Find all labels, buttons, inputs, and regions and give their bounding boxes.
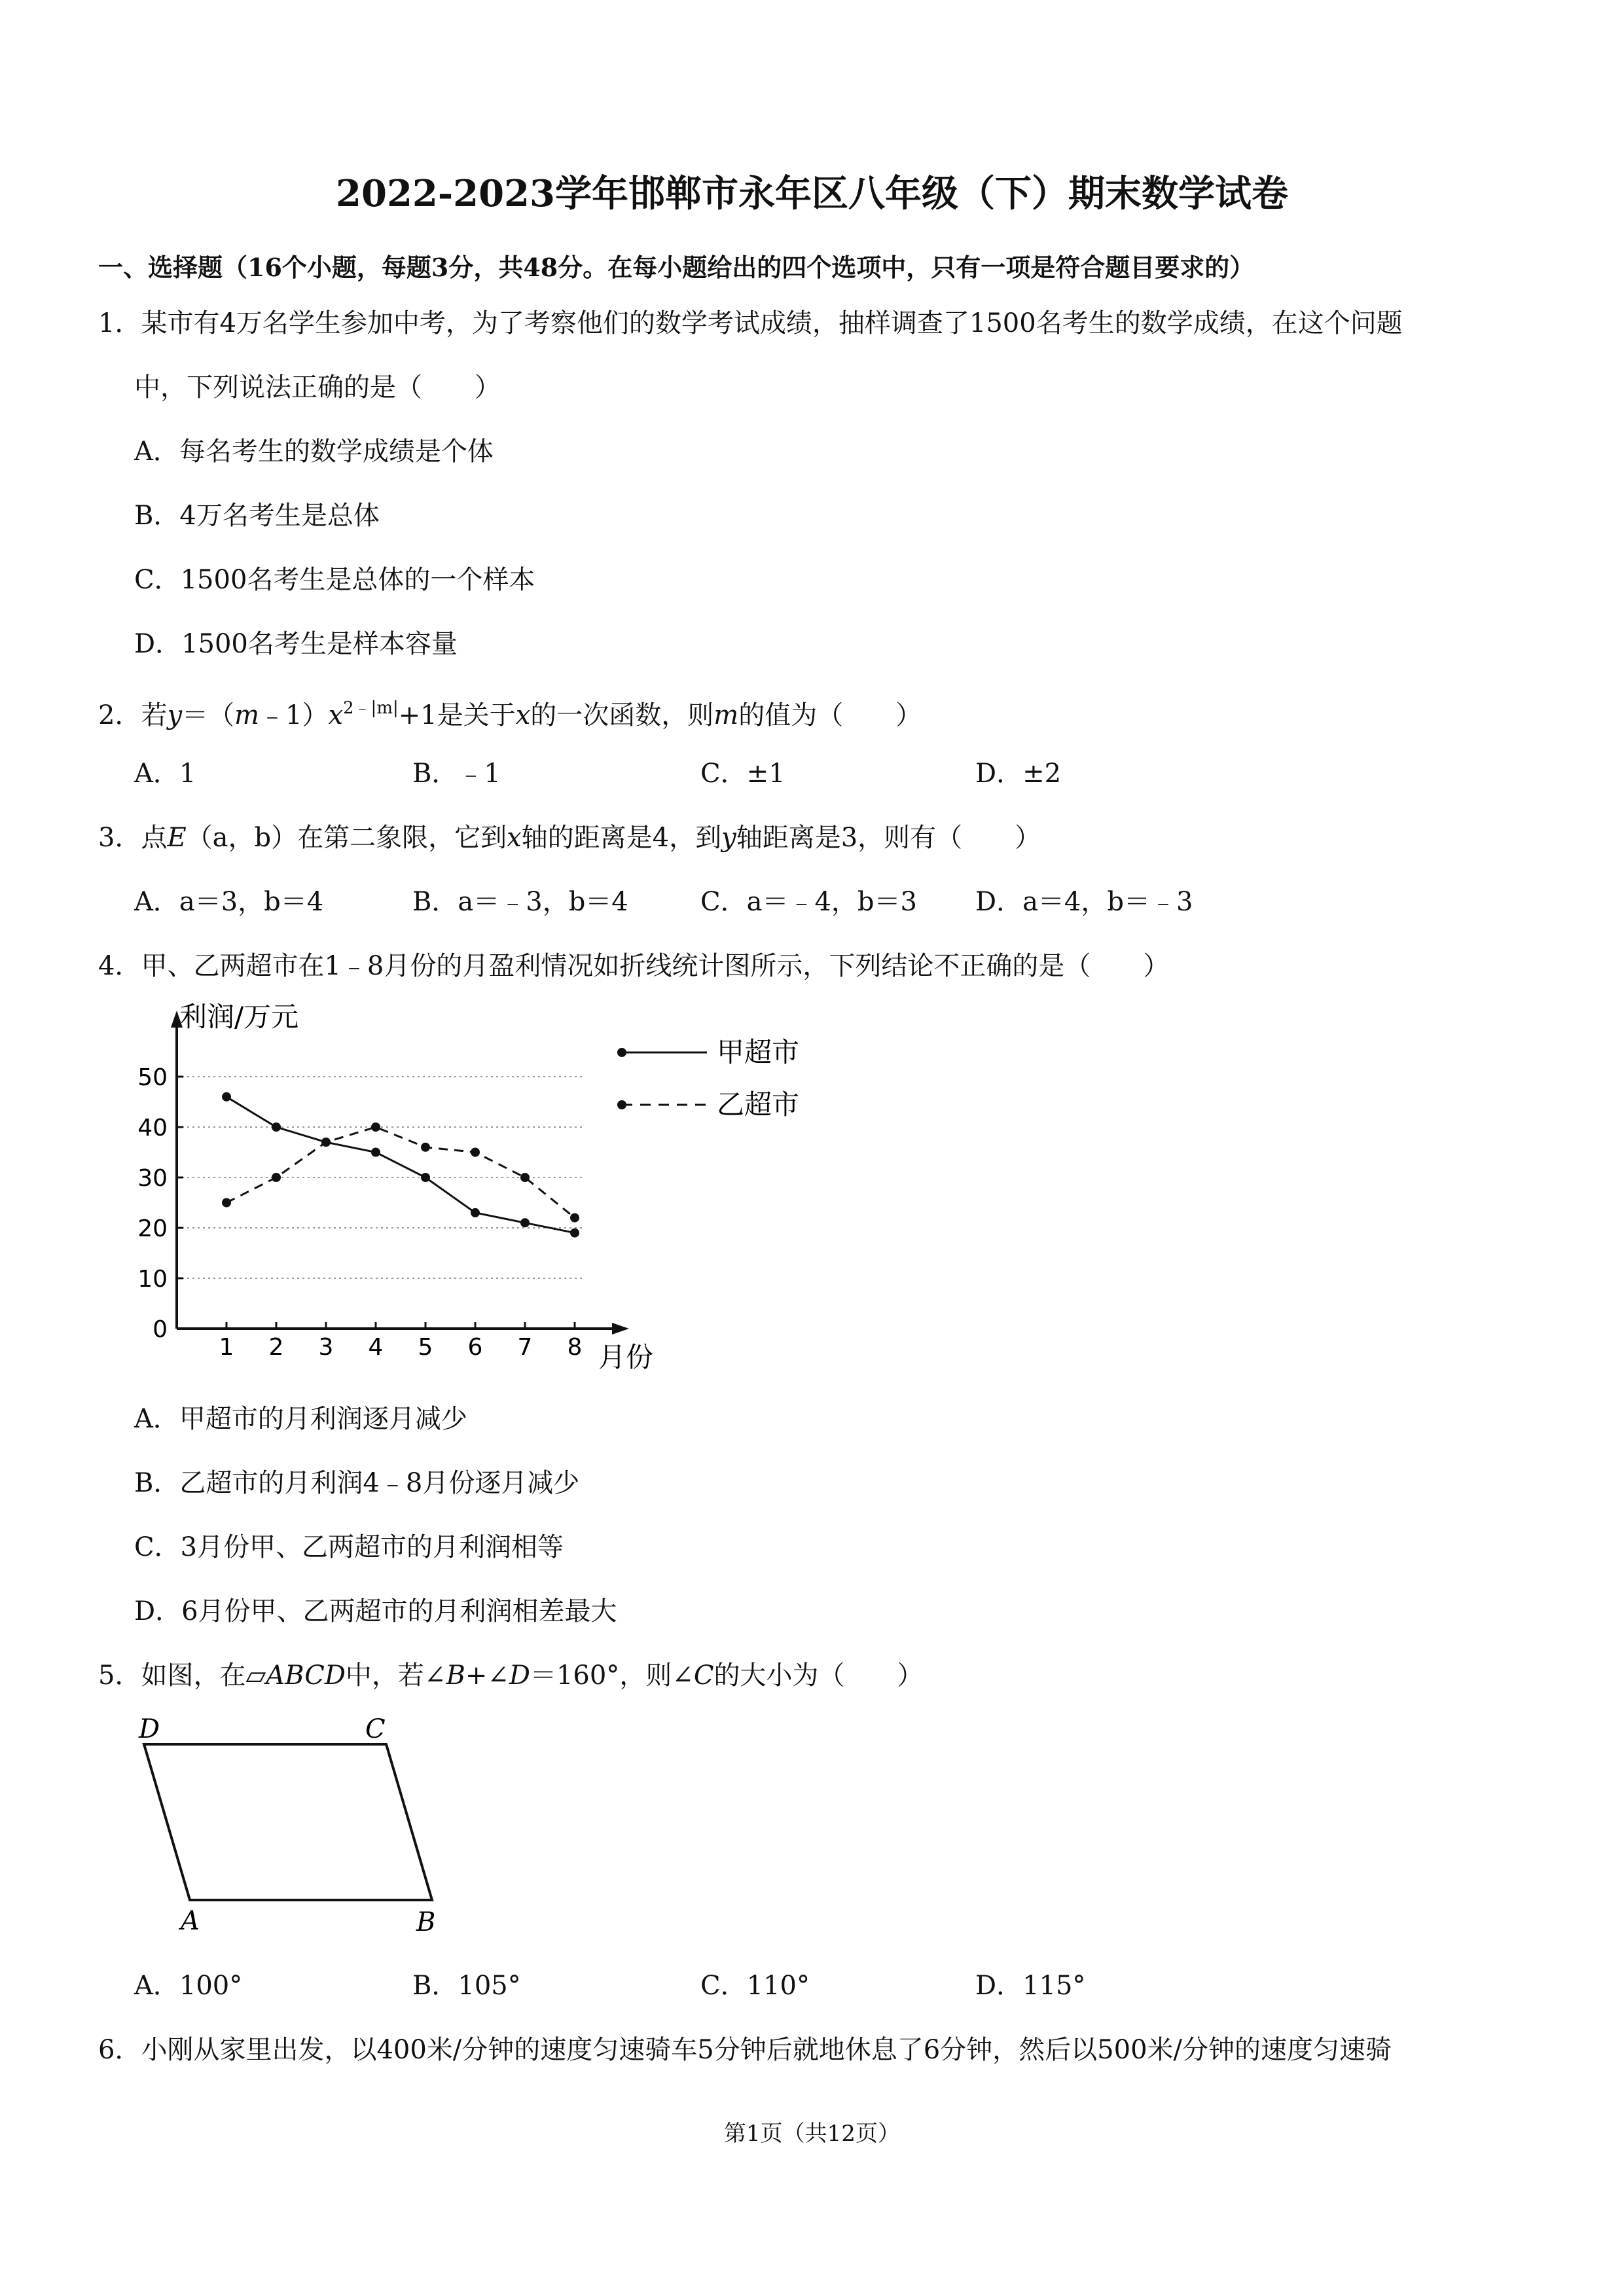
series-line-2 [226, 1127, 575, 1218]
q2-option-c: C．±1 [700, 759, 785, 789]
q2-option-a: A．1 [134, 759, 196, 789]
y-tick-label-50: 50 [137, 1064, 168, 1091]
q4-option-c: C．3月份甲、乙两超市的月利润相等 [134, 1532, 564, 1562]
x-axis-label: 月份 [598, 1341, 654, 1373]
series-2-point-6 [471, 1148, 480, 1157]
x-tick-label-2: 2 [268, 1334, 284, 1361]
q5-stem: 5．如图，在▱ABCD中，若∠B+∠D＝160°，则∠C的大小为（ ） [98, 1660, 924, 1691]
series-2-point-1 [222, 1198, 231, 1208]
x-tick-label-8: 8 [567, 1334, 583, 1361]
y-tick-label-30: 30 [137, 1165, 168, 1192]
x-tick-label-7: 7 [517, 1334, 533, 1361]
vertex-label-c: C [365, 1715, 386, 1744]
y-tick-label-20: 20 [137, 1215, 168, 1242]
vertex-label-d: D [139, 1715, 160, 1744]
legend-marker-1 [617, 1048, 626, 1057]
q1-option-a: A．每名考生的数学成绩是个体 [134, 437, 494, 467]
q1-option-b: B．4万名考生是总体 [134, 501, 380, 531]
x-tick-label-1: 1 [219, 1334, 234, 1361]
x-axis-arrow [612, 1323, 629, 1335]
page-footer: 第1页（共12页） [724, 2121, 900, 2147]
q4-option-b: B．乙超市的月利润4﹣8月份逐月减少 [134, 1468, 580, 1498]
q1-stem-line1: 1．某市有4万名学生参加中考，为了考察他们的数学考试成绩，抽样调查了1500名考生的数学成绩，在这个问题 [98, 308, 1403, 338]
parallelogram-abcd [144, 1744, 432, 1900]
series-1-point-4 [371, 1148, 380, 1157]
q5-option-a: A．100° [134, 1971, 243, 2001]
y-axis-label: 利润/万元 [179, 1001, 299, 1033]
vertex-label-a: A [181, 1906, 200, 1936]
series-2-point-2 [272, 1173, 281, 1182]
q5-option-c: C．110° [700, 1971, 810, 2001]
y-tick-label-40: 40 [137, 1115, 168, 1141]
x-tick-label-3: 3 [318, 1334, 334, 1361]
q6-stem: 6．小刚从家里出发，以400米/分钟的速度匀速骑车5分钟后就地休息了6分钟，然后以500米/分钟的速度匀速骑 [98, 2035, 1392, 2065]
legend-marker-2 [617, 1100, 626, 1109]
series-2-point-3 [321, 1138, 331, 1147]
q1-stem-line2: 中，下列说法正确的是（ ） [134, 372, 501, 403]
series-1-point-6 [471, 1208, 480, 1217]
series-2-point-7 [520, 1173, 530, 1182]
q2-option-d: D．±2 [975, 759, 1062, 789]
series-2-point-8 [570, 1213, 579, 1223]
q1-option-c: C．1500名考生是总体的一个样本 [134, 565, 535, 595]
profit-line-chart [124, 1001, 831, 1388]
page-title: 2022-2023学年邯郸市永年区八年级（下）期末数学试卷 [336, 172, 1288, 215]
series-1-point-7 [520, 1218, 530, 1227]
q4-option-d: D．6月份甲、乙两超市的月利润相差最大 [134, 1596, 617, 1626]
series-1-point-5 [421, 1173, 430, 1182]
legend-label-2: 乙超市 [717, 1088, 800, 1121]
series-2-point-5 [421, 1143, 430, 1152]
y-tick-label-10: 10 [137, 1266, 168, 1293]
q1-option-d: D．1500名考生是样本容量 [134, 629, 458, 659]
q5-option-b: B．105° [412, 1971, 521, 2001]
vertex-label-b: B [416, 1907, 436, 1937]
series-1-point-2 [272, 1122, 281, 1132]
q2-option-b: B．﹣1 [412, 759, 501, 789]
q2-stem: 2．若$y=(m﹣1)x^{2﹣|m|}+1$是关于x的一次函数，则m的值为（ ） [98, 698, 922, 730]
q3-option-d: D．a＝4，b＝﹣3 [975, 887, 1193, 917]
series-1-point-1 [222, 1092, 231, 1102]
series-line-1 [226, 1097, 575, 1233]
q3-option-c: C．a＝﹣4，b＝3 [700, 887, 917, 917]
section-heading: 一、选择题（16个小题，每题3分，共48分。在每小题给出的四个选项中，只有一项是符合题目要求的） [98, 253, 1255, 282]
q4-option-a: A．甲超市的月利润逐月减少 [134, 1404, 467, 1434]
parallelogram-figure [124, 1715, 491, 1937]
legend-label-1: 甲超市 [717, 1036, 800, 1068]
q3-option-b: B．a＝﹣3，b＝4 [412, 887, 628, 917]
q5-option-d: D．115° [975, 1971, 1086, 2001]
y-tick-label-0: 0 [153, 1316, 168, 1343]
q3-option-a: A．a＝3，b＝4 [134, 887, 324, 917]
q3-stem: 3．点E（a，b）在第二象限，它到x轴的距离是4，到y轴距离是3，则有（ ） [98, 823, 1041, 853]
series-1-point-8 [570, 1229, 579, 1238]
x-tick-label-6: 6 [467, 1334, 483, 1361]
series-2-point-4 [371, 1122, 380, 1132]
x-tick-label-5: 5 [418, 1334, 433, 1361]
x-tick-label-4: 4 [368, 1334, 384, 1361]
q4-stem: 4．甲、乙两超市在1﹣8月份的月盈利情况如折线统计图所示，下列结论不正确的是（ ） [98, 951, 1170, 981]
